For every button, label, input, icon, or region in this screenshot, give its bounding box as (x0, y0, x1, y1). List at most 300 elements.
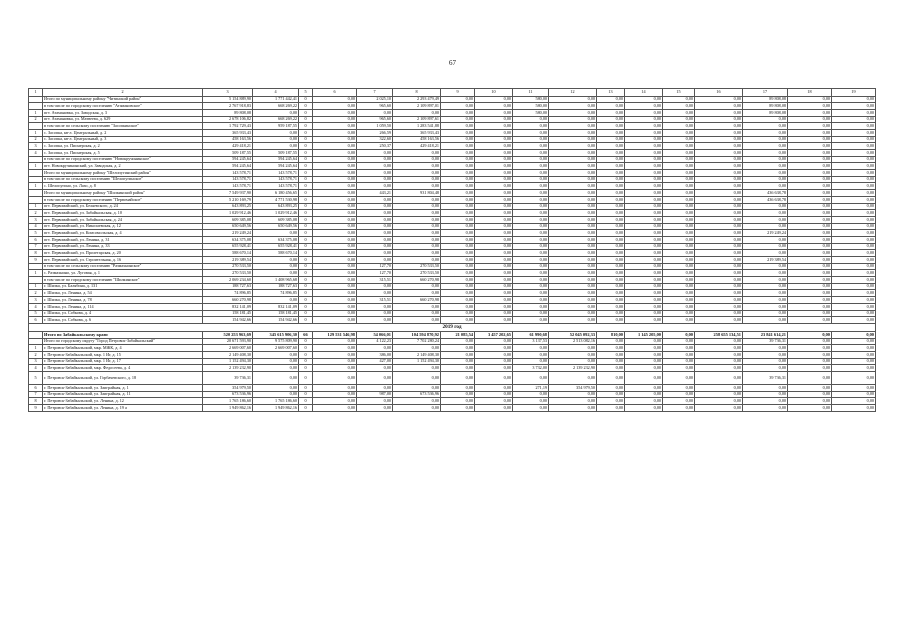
value-cell: 0,00 (663, 196, 695, 203)
value-cell: 0,00 (549, 96, 597, 103)
value-cell: 0 (299, 365, 313, 372)
value-cell: 0,00 (513, 250, 549, 257)
value-cell: 0,00 (625, 290, 663, 297)
value-cell: 0,00 (695, 129, 743, 136)
value-cell: 0,00 (357, 257, 393, 264)
table-row (29, 250, 876, 257)
value-cell: 0,00 (475, 136, 513, 143)
value-cell: 0,00 (441, 257, 475, 264)
value-cell: 0,00 (357, 216, 393, 223)
value-cell: 509 187,55 (203, 150, 253, 157)
value-cell: 0,00 (313, 210, 357, 217)
value-cell: 0,00 (625, 270, 663, 277)
value-cell: 3 137,53 (513, 338, 549, 345)
value-cell: 0,00 (513, 223, 549, 230)
value-cell: 0 (299, 129, 313, 136)
value-cell: 0,00 (313, 338, 357, 345)
value-cell: 0,00 (597, 297, 625, 304)
value-cell: 673 536,96 (203, 391, 253, 398)
value-cell: 0,00 (475, 103, 513, 110)
value-cell: 832 141,09 (253, 303, 299, 310)
value-cell: 0,00 (788, 236, 832, 243)
value-cell: 0,00 (313, 405, 357, 412)
value-cell: 0,00 (663, 103, 695, 110)
row-number (29, 123, 43, 130)
value-cell: 0 (299, 398, 313, 405)
row-number: 6 (29, 317, 43, 324)
value-cell: 0,00 (549, 150, 597, 157)
value-cell: 0,00 (695, 372, 743, 385)
value-cell: 673 536,96 (393, 391, 441, 398)
value-cell: 965,60 (357, 103, 393, 110)
subtotal-row (29, 176, 876, 183)
header-cell: 3 (203, 89, 253, 97)
value-cell: 158 181,45 (253, 310, 299, 317)
value-cell: 0,00 (832, 331, 876, 338)
value-cell: 0,00 (743, 116, 788, 123)
value-cell: 0,00 (253, 358, 299, 365)
value-cell: 0 (299, 345, 313, 352)
value-cell: 2 139 232,90 (549, 365, 597, 372)
value-cell: 0,00 (393, 372, 441, 385)
value-cell: 89 808,08 (743, 96, 788, 103)
value-cell: 188 727,63 (253, 283, 299, 290)
value-cell: 0,00 (549, 250, 597, 257)
value-cell: 0,00 (441, 236, 475, 243)
value-cell: 0,00 (441, 196, 475, 203)
value-cell: 0,00 (625, 143, 663, 150)
value-cell: 0,00 (663, 331, 695, 338)
value-cell: 0,00 (625, 129, 663, 136)
value-cell: 0,00 (597, 150, 625, 157)
value-cell: 0,00 (513, 236, 549, 243)
value-cell: 0,00 (625, 170, 663, 177)
row-address: с. Размахнино, ул. Луговая, д. 1 (43, 270, 203, 277)
value-cell: 0,00 (441, 385, 475, 392)
row-address: г. Петровск-Забайкальский, ул. Ленина, д. 19 а (43, 405, 203, 412)
value-cell: 143 578,71 (203, 183, 253, 190)
subtotal-row (29, 170, 876, 177)
value-cell: 0 (299, 136, 313, 143)
value-cell: 0,00 (788, 250, 832, 257)
value-cell: 0,00 (788, 331, 832, 338)
value-cell: 0,00 (832, 345, 876, 352)
value-cell: 0 (299, 109, 313, 116)
table-row (29, 116, 876, 123)
value-cell: 143 578,71 (203, 176, 253, 183)
value-cell: 0,00 (625, 203, 663, 210)
value-cell: 588 670,14 (253, 250, 299, 257)
value-cell: 0,00 (441, 270, 475, 277)
value-cell: 0,00 (393, 230, 441, 237)
value-cell: 0,00 (513, 391, 549, 398)
value-cell: 0,00 (788, 351, 832, 358)
header-cell: 17 (743, 89, 788, 97)
value-cell: 0,00 (743, 123, 788, 130)
table-row (29, 297, 876, 304)
value-cell: 0,00 (625, 123, 663, 130)
value-cell: 0,00 (663, 129, 695, 136)
value-cell: 0,00 (549, 277, 597, 284)
value-cell: 436 638,78 (743, 196, 788, 203)
row-number: 6 (29, 385, 43, 392)
value-cell: 0,00 (597, 116, 625, 123)
subtotal-row (29, 156, 876, 163)
value-cell: 7 702 280,24 (393, 338, 441, 345)
value-cell: 3 457 202,65 (475, 331, 513, 338)
value-cell: 0,00 (597, 216, 625, 223)
register-table (28, 88, 876, 412)
value-cell: 0,00 (549, 358, 597, 365)
row-number: 4 (29, 303, 43, 310)
value-cell: 0,00 (788, 109, 832, 116)
value-cell: 0,00 (441, 391, 475, 398)
row-number: 1 (29, 129, 43, 136)
value-cell: 0,00 (788, 156, 832, 163)
value-cell: 0 (299, 391, 313, 398)
value-cell: 0,00 (625, 365, 663, 372)
row-number (29, 176, 43, 183)
value-cell: 0,00 (663, 96, 695, 103)
row-number (29, 156, 43, 163)
value-cell: 0,00 (788, 283, 832, 290)
value-cell: 0,00 (832, 310, 876, 317)
value-cell: 0,00 (832, 176, 876, 183)
value-cell: 0,00 (549, 270, 597, 277)
value-cell: 0,00 (549, 283, 597, 290)
value-cell: 0,00 (513, 310, 549, 317)
value-cell: 0,00 (475, 317, 513, 324)
value-cell: 0,00 (357, 210, 393, 217)
value-cell: 0,00 (357, 345, 393, 352)
value-cell: 0,00 (549, 176, 597, 183)
value-cell: 0,00 (393, 345, 441, 352)
value-cell: 1 152 494,30 (203, 358, 253, 365)
value-cell: 0,00 (357, 310, 393, 317)
value-cell: 0,00 (513, 297, 549, 304)
value-cell: 0,00 (513, 345, 549, 352)
value-cell: 0,00 (313, 170, 357, 177)
value-cell: 0,00 (441, 156, 475, 163)
table-row (29, 216, 876, 223)
value-cell: 1 949 862,16 (253, 405, 299, 412)
value-cell: 0,00 (663, 277, 695, 284)
value-cell: 0,00 (832, 109, 876, 116)
header-cell: 5 (299, 89, 313, 97)
value-cell: 458 163,56 (203, 136, 253, 143)
value-cell: 0,00 (832, 338, 876, 345)
value-cell: 0,00 (475, 351, 513, 358)
value-cell: 0,00 (743, 210, 788, 217)
row-address: пгт. Первомайский, ул. Николаевская, д. 12 (43, 223, 203, 230)
value-cell: 0,00 (832, 96, 876, 103)
value-cell: 0,00 (475, 129, 513, 136)
value-cell: 0,00 (695, 116, 743, 123)
value-cell: 0,00 (549, 170, 597, 177)
value-cell: 219 249,24 (743, 230, 788, 237)
value-cell: 0,00 (832, 391, 876, 398)
value-cell: 0,00 (441, 103, 475, 110)
row-address: г. Петровск-Забайкальский, ул. Заиграйная, д. 1 (43, 385, 203, 392)
value-cell: 0,00 (441, 223, 475, 230)
value-cell: 0,00 (695, 257, 743, 264)
value-cell: 0,00 (441, 243, 475, 250)
value-cell: 0,00 (313, 190, 357, 197)
value-cell: 0,00 (513, 290, 549, 297)
value-cell: 0,00 (695, 216, 743, 223)
value-cell: 0,00 (549, 391, 597, 398)
value-cell: 0,00 (832, 116, 876, 123)
value-cell: 0,00 (513, 203, 549, 210)
row-address: г. Петровск-Забайкальский, ул. Заиграйная, д. 11 (43, 391, 203, 398)
value-cell: 0,00 (663, 136, 695, 143)
row-address: Итого по Забайкальскому краю: (43, 331, 203, 338)
value-cell: 0,00 (788, 143, 832, 150)
value-cell: 0,00 (597, 365, 625, 372)
row-number (29, 170, 43, 177)
value-cell: 0,00 (549, 398, 597, 405)
value-cell: 660 270,98 (393, 277, 441, 284)
row-address: г. Петровск-Забайкальский, ул. Ленина, д. 12 (43, 398, 203, 405)
value-cell: 39 736,31 (203, 372, 253, 385)
value-cell: 0,00 (549, 297, 597, 304)
value-cell: 0,00 (625, 310, 663, 317)
subtotal-row (29, 263, 876, 270)
value-cell: 0 (299, 103, 313, 110)
value-cell: 0,00 (625, 283, 663, 290)
value-cell: 0 (299, 257, 313, 264)
value-cell: 52 045 092,33 (549, 331, 597, 338)
value-cell: 0,00 (475, 156, 513, 163)
value-cell: 0,00 (695, 391, 743, 398)
value-cell: 0,00 (695, 143, 743, 150)
value-cell: 0,00 (832, 405, 876, 412)
value-cell: 0,00 (625, 257, 663, 264)
value-cell: 0,00 (513, 143, 549, 150)
value-cell: 0,00 (695, 405, 743, 412)
value-cell: 0,00 (663, 317, 695, 324)
value-cell: 20 671 593,90 (203, 338, 253, 345)
value-cell: 0,00 (597, 283, 625, 290)
subtotal-row (29, 277, 876, 284)
value-cell: 0 (299, 303, 313, 310)
value-cell: 0,00 (475, 358, 513, 365)
value-cell: 0,00 (743, 143, 788, 150)
row-number: 2 (29, 290, 43, 297)
value-cell: 0,00 (663, 270, 695, 277)
value-cell: 0,00 (597, 156, 625, 163)
value-cell: 143 578,71 (253, 170, 299, 177)
value-cell: 0,00 (832, 250, 876, 257)
header-row (29, 89, 876, 97)
value-cell: 0,00 (625, 190, 663, 197)
value-cell: 0,00 (663, 391, 695, 398)
header-cell: 10 (475, 89, 513, 97)
value-cell: 0,00 (313, 385, 357, 392)
value-cell: 580,00 (513, 96, 549, 103)
value-cell: 0,00 (313, 123, 357, 130)
value-cell: 0,00 (832, 290, 876, 297)
row-address: г. Петровск-Забайкальский, мкр. 1 Иг, д. 17 (43, 358, 203, 365)
value-cell: 0,00 (788, 310, 832, 317)
value-cell: 0,00 (475, 277, 513, 284)
row-number: 4 (29, 150, 43, 157)
value-cell: 0,00 (743, 250, 788, 257)
row-number: 2 (29, 116, 43, 123)
header-cell: 9 (441, 89, 475, 97)
value-cell: 0,00 (663, 116, 695, 123)
value-cell: 650 649,56 (203, 223, 253, 230)
row-number (29, 277, 43, 284)
value-cell: 0,00 (625, 109, 663, 116)
value-cell: 0,00 (513, 129, 549, 136)
value-cell: 0,00 (549, 345, 597, 352)
value-cell: 0,00 (441, 317, 475, 324)
value-cell: 0,00 (743, 310, 788, 317)
value-cell: 74 896,85 (253, 290, 299, 297)
value-cell: 0 (299, 170, 313, 177)
value-cell: 0,00 (313, 109, 357, 116)
value-cell: 2 767 918,83 (203, 103, 253, 110)
value-cell: 0,00 (475, 405, 513, 412)
value-cell: 0,00 (743, 365, 788, 372)
value-cell: 0,00 (788, 103, 832, 110)
value-cell: 0,00 (597, 250, 625, 257)
value-cell: 0,00 (597, 170, 625, 177)
value-cell: 668 269,22 (253, 116, 299, 123)
value-cell: 0,00 (475, 176, 513, 183)
value-cell: 0,00 (625, 236, 663, 243)
value-cell: 650 649,56 (253, 223, 299, 230)
value-cell: 0,00 (253, 372, 299, 385)
value-cell: 0,00 (695, 170, 743, 177)
value-cell: 0,00 (625, 230, 663, 237)
value-cell: 0,00 (663, 143, 695, 150)
value-cell: 0,00 (788, 210, 832, 217)
value-cell: 0,00 (625, 351, 663, 358)
value-cell: 0 (299, 310, 313, 317)
value-cell: 0,00 (475, 230, 513, 237)
value-cell: 0,00 (475, 243, 513, 250)
value-cell: 0,00 (549, 190, 597, 197)
value-cell: 0,00 (625, 116, 663, 123)
value-cell: 0,00 (313, 203, 357, 210)
value-cell: 0,00 (597, 385, 625, 392)
row-address: Итого по городскому округу "Город Петровск-Забайкальский" (43, 338, 203, 345)
value-cell: 0,00 (597, 257, 625, 264)
value-cell: 0 (299, 216, 313, 223)
value-cell: 0,00 (625, 277, 663, 284)
value-cell: 0,00 (625, 103, 663, 110)
value-cell: 0,00 (313, 176, 357, 183)
value-cell: 0,00 (357, 365, 393, 372)
row-number: 5 (29, 372, 43, 385)
value-cell: 0,00 (625, 243, 663, 250)
value-cell: 0,00 (743, 398, 788, 405)
table-row (29, 183, 876, 190)
value-cell: 0,00 (253, 109, 299, 116)
value-cell: 0,00 (393, 257, 441, 264)
value-cell: 0,00 (663, 303, 695, 310)
row-address: с. Шелопугино, ул. Лазо, д. 8 (43, 183, 203, 190)
value-cell: 0,00 (513, 116, 549, 123)
value-cell: 0,00 (549, 223, 597, 230)
value-cell: 0,00 (832, 236, 876, 243)
value-cell: 0,00 (253, 143, 299, 150)
value-cell: 0,00 (832, 303, 876, 310)
value-cell: 0,00 (663, 170, 695, 177)
value-cell: 0,00 (663, 263, 695, 270)
value-cell: 0,00 (513, 270, 549, 277)
value-cell: 0,00 (663, 297, 695, 304)
header-cell: 12 (549, 89, 597, 97)
value-cell: 0,00 (393, 317, 441, 324)
row-address: в том числе по сельскому поселению "Размахнинское" (43, 263, 203, 270)
value-cell: 0,00 (597, 345, 625, 352)
value-cell: 0,00 (663, 345, 695, 352)
value-cell: 580,00 (513, 103, 549, 110)
value-cell: 258 655 134,51 (695, 331, 743, 338)
value-cell: 0,00 (788, 116, 832, 123)
value-cell: 0,00 (695, 385, 743, 392)
value-cell: 2 669 007,60 (203, 345, 253, 352)
value-cell: 0,00 (743, 163, 788, 170)
header-cell: 19 (832, 89, 876, 97)
value-cell: 0 (299, 123, 313, 130)
value-cell: 0 (299, 372, 313, 385)
value-cell: 643 893,25 (203, 203, 253, 210)
table-row (29, 257, 876, 264)
value-cell: 21 085,54 (441, 331, 475, 338)
value-cell: 0,00 (475, 116, 513, 123)
value-cell: 0,00 (597, 398, 625, 405)
header-cell: 6 (313, 89, 357, 97)
value-cell: 0,00 (743, 290, 788, 297)
value-cell: 0,00 (513, 243, 549, 250)
row-address: г. Петровск-Забайкальский, мкр. 1 Иг, д. 15 (43, 351, 203, 358)
value-cell: 0,00 (441, 190, 475, 197)
value-cell: 0,00 (313, 317, 357, 324)
table-row (29, 283, 876, 290)
subtotal-row (29, 123, 876, 130)
value-cell: 0,00 (743, 129, 788, 136)
value-cell: 0,00 (441, 263, 475, 270)
value-cell: 0,00 (441, 405, 475, 412)
value-cell: 0,00 (663, 338, 695, 345)
value-cell: 0,00 (788, 385, 832, 392)
row-number: 3 (29, 143, 43, 150)
row-number (29, 196, 43, 203)
value-cell: 810,00 (597, 331, 625, 338)
value-cell: 0,00 (357, 163, 393, 170)
value-cell: 0,00 (788, 338, 832, 345)
row-address: г. Петровск-Забайкальский, ул. Горбачевского, д. 18 (43, 372, 203, 385)
row-number: 7 (29, 391, 43, 398)
value-cell: 0,00 (597, 338, 625, 345)
value-cell: 0,00 (393, 216, 441, 223)
value-cell: 0,00 (313, 156, 357, 163)
value-cell: 270 533,50 (203, 263, 253, 270)
row-number (29, 331, 43, 338)
value-cell: 0,00 (625, 96, 663, 103)
value-cell: 1 029 912,46 (203, 210, 253, 217)
value-cell: 250,37 (357, 143, 393, 150)
value-cell: 1 152 494,30 (393, 358, 441, 365)
value-cell: 0,00 (253, 136, 299, 143)
value-cell: 0,00 (663, 283, 695, 290)
value-cell: 2 139 232,90 (203, 365, 253, 372)
value-cell: 365 933,43 (393, 129, 441, 136)
